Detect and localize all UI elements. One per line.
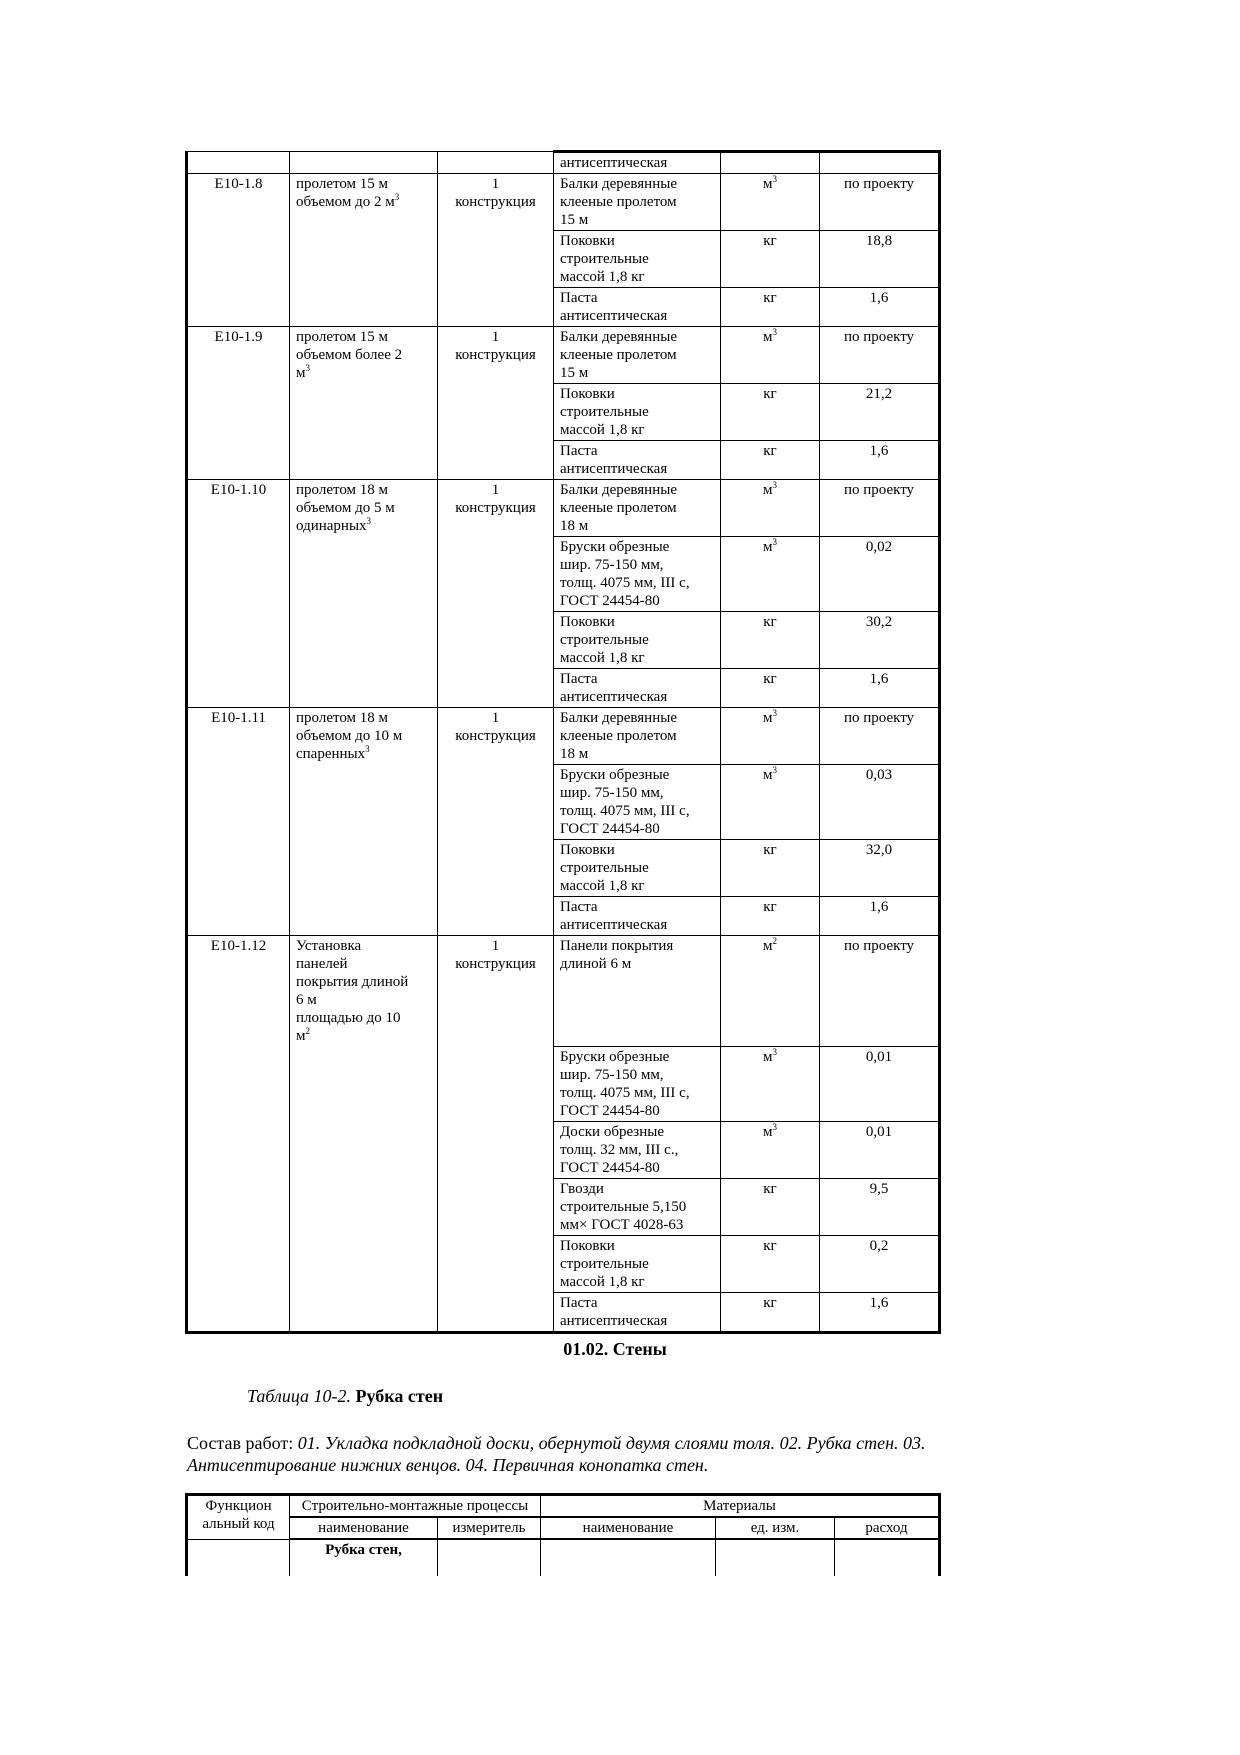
- material-rate: по проекту: [820, 327, 940, 384]
- work-composition-items: 01. Укладка подкладной доски, обернутой двумя слоями толя. 02. Рубка стен. 03. Антисептирование нижних венцов. 04. Первичная конопатка стен.: [187, 1433, 926, 1475]
- material-name: Балки деревянные клееные пролетом 15 м: [554, 174, 721, 231]
- material-unit: $м^3$: [721, 174, 820, 231]
- material-rate: 0,01: [820, 1121, 940, 1178]
- material-name: Поковки строительные массой 1,8 кг: [554, 1235, 721, 1292]
- norm-code: Е10-1.11: [187, 708, 290, 765]
- table-cell: [716, 1539, 835, 1576]
- norm-code: Е10-1.9: [187, 327, 290, 384]
- table-cell: [438, 441, 554, 480]
- table-10-2-header: [185, 1493, 941, 1576]
- table-cell: [438, 537, 554, 612]
- table-cell: [438, 765, 554, 840]
- table-cell: [438, 897, 554, 936]
- norm-code: Е10-1.12: [187, 936, 290, 1047]
- material-name: Паста антисептическая: [554, 288, 721, 327]
- table-cell: [438, 1235, 554, 1292]
- work-composition-label: Состав работ:: [187, 1433, 294, 1453]
- material-name: Бруски обрезные шир. 75-150 мм, толщ. 4075 мм, III с, ГОСТ 24454-80: [554, 537, 721, 612]
- table-row: [187, 288, 940, 327]
- header-material-unit: ед. изм.: [716, 1517, 835, 1539]
- table-cell: [438, 669, 554, 708]
- material-name: Балки деревянные клееные пролетом 18 м: [554, 480, 721, 537]
- material-unit: кг: [721, 288, 820, 327]
- table-cell: [438, 1178, 554, 1235]
- material-unit: $м^3$: [721, 537, 820, 612]
- table-row: [187, 1178, 940, 1235]
- table-cell: [187, 612, 290, 669]
- material-name: Паста антисептическая: [554, 669, 721, 708]
- table-row: [187, 537, 940, 612]
- table-row: [187, 897, 940, 936]
- table-row: [187, 840, 940, 897]
- norm-code: [187, 152, 290, 174]
- material-name: Паста антисептическая: [554, 441, 721, 480]
- table-row: [187, 612, 940, 669]
- material-unit: $м^3$: [721, 708, 820, 765]
- table-row: [187, 936, 940, 1047]
- material-unit: кг: [721, 1292, 820, 1332]
- material-name: Паста антисептическая: [554, 897, 721, 936]
- material-rate: 1,6: [820, 288, 940, 327]
- material-name: антисептическая: [554, 152, 721, 174]
- table-cell: [187, 288, 290, 327]
- table-row: [187, 152, 940, 174]
- table-cell: [187, 669, 290, 708]
- table-cell: [290, 1046, 438, 1121]
- table-cell: [290, 537, 438, 612]
- table-cell: [290, 441, 438, 480]
- material-unit: кг: [721, 441, 820, 480]
- norm-measure: 1 конструкция: [438, 327, 554, 384]
- section-title: 01.02. Стены: [563, 1339, 667, 1359]
- table-row: [187, 441, 940, 480]
- table-cell: [438, 1121, 554, 1178]
- norm-measure: 1 конструкция: [438, 936, 554, 1047]
- material-rate: [820, 152, 940, 174]
- table-cell: [438, 384, 554, 441]
- material-unit: кг: [721, 231, 820, 288]
- table-cell: [187, 441, 290, 480]
- material-name: Поковки строительные массой 1,8 кг: [554, 231, 721, 288]
- material-rate: по проекту: [820, 480, 940, 537]
- table-cell: [290, 612, 438, 669]
- material-rate: 21,2: [820, 384, 940, 441]
- norm-measure: 1 конструкция: [438, 708, 554, 765]
- material-rate: 1,6: [820, 1292, 940, 1332]
- norm-code: Е10-1.8: [187, 174, 290, 231]
- table-cell: [835, 1539, 940, 1576]
- table-cell: [438, 840, 554, 897]
- table-cell: [187, 1235, 290, 1292]
- material-rate: 1,6: [820, 897, 940, 936]
- material-unit: $м^3$: [721, 327, 820, 384]
- material-rate: 32,0: [820, 840, 940, 897]
- table-caption-title: Рубка стен: [355, 1386, 444, 1406]
- table-cell: [438, 288, 554, 327]
- table-cell: [290, 840, 438, 897]
- header-materials: Материалы: [541, 1495, 940, 1518]
- table-caption-number: Таблица 10-2.: [247, 1386, 352, 1406]
- norm-process-name: пролетом 18 м объемом до 10 м спаренных$^3$: [290, 708, 438, 765]
- table-cell: [290, 288, 438, 327]
- header-material-rate: расход: [835, 1517, 940, 1539]
- material-name: Поковки строительные массой 1,8 кг: [554, 384, 721, 441]
- material-unit: кг: [721, 384, 820, 441]
- table-cell: [290, 384, 438, 441]
- table-cell: [290, 897, 438, 936]
- table-cell: [187, 1121, 290, 1178]
- table-cell: [187, 1046, 290, 1121]
- material-rate: 0,03: [820, 765, 940, 840]
- material-name: Гвозди строительные 5,150 мм× ГОСТ 4028-63: [554, 1178, 721, 1235]
- norm-process-name: пролетом 15 м объемом более 2 $м^3$: [290, 327, 438, 384]
- material-unit: кг: [721, 840, 820, 897]
- table-cell: [438, 612, 554, 669]
- material-rate: 0,2: [820, 1235, 940, 1292]
- norm-process-name: пролетом 15 м объемом до 2 $м^3$: [290, 174, 438, 231]
- table-row: [187, 384, 940, 441]
- table-cell: [438, 231, 554, 288]
- material-unit: $м^2$: [721, 936, 820, 1047]
- table-cell: [187, 537, 290, 612]
- table-cell: [290, 1121, 438, 1178]
- material-rate: 30,2: [820, 612, 940, 669]
- table-cell: [541, 1539, 716, 1576]
- table-row: [187, 327, 940, 384]
- table-cell: [438, 1539, 541, 1576]
- header-func-code: Функцион альный код: [187, 1495, 290, 1540]
- table-cell: [187, 1178, 290, 1235]
- material-unit: [721, 152, 820, 174]
- table-cell: [290, 231, 438, 288]
- material-rate: по проекту: [820, 708, 940, 765]
- header-processes: Строительно-монтажные процессы: [290, 1495, 541, 1518]
- table-row: [187, 765, 940, 840]
- table-row: [187, 174, 940, 231]
- norm-code: Е10-1.10: [187, 480, 290, 537]
- material-unit: кг: [721, 1178, 820, 1235]
- material-rate: 9,5: [820, 1178, 940, 1235]
- table-row: [187, 231, 940, 288]
- material-unit: $м^3$: [721, 1046, 820, 1121]
- table-row: [187, 669, 940, 708]
- table-cell: [187, 1539, 290, 1576]
- first-row-process-name: Рубка стен,: [290, 1539, 438, 1576]
- table-cell: [187, 765, 290, 840]
- material-rate: 0,02: [820, 537, 940, 612]
- material-rate: 1,6: [820, 669, 940, 708]
- material-name: Поковки строительные массой 1,8 кг: [554, 840, 721, 897]
- work-composition: [187, 1432, 1067, 1476]
- table-cell: [187, 1292, 290, 1332]
- material-unit: $м^3$: [721, 1121, 820, 1178]
- material-unit: кг: [721, 612, 820, 669]
- table-cell: [290, 669, 438, 708]
- material-unit: $м^3$: [721, 480, 820, 537]
- norm-measure: 1 конструкция: [438, 480, 554, 537]
- material-rate: 18,8: [820, 231, 940, 288]
- table-cell: [187, 384, 290, 441]
- norm-process-name: [290, 152, 438, 174]
- table-cell: [290, 1235, 438, 1292]
- material-rate: 0,01: [820, 1046, 940, 1121]
- table-cell: [290, 765, 438, 840]
- table-cell: [290, 1178, 438, 1235]
- table-cell: [290, 1292, 438, 1332]
- material-name: Бруски обрезные шир. 75-150 мм, толщ. 4075 мм, III с, ГОСТ 24454-80: [554, 765, 721, 840]
- table-row: [187, 1292, 940, 1332]
- table-row: [187, 480, 940, 537]
- header-process-name: наименование: [290, 1517, 438, 1539]
- material-name: Панели покрытия длиной 6 м: [554, 936, 721, 1047]
- material-name: Балки деревянные клееные пролетом 18 м: [554, 708, 721, 765]
- norm-process-name: пролетом 18 м объемом до 5 м одинарных$^3$: [290, 480, 438, 537]
- material-name: Поковки строительные массой 1,8 кг: [554, 612, 721, 669]
- material-rate: 1,6: [820, 441, 940, 480]
- norm-process-name: Установка панелей покрытия длиной 6 м площадью до 10 $м^2$: [290, 936, 438, 1047]
- material-name: Бруски обрезные шир. 75-150 мм, толщ. 4075 мм, III с, ГОСТ 24454-80: [554, 1046, 721, 1121]
- material-rate: по проекту: [820, 936, 940, 1047]
- norm-measure: 1 конструкция: [438, 174, 554, 231]
- header-process-measure: измеритель: [438, 1517, 541, 1539]
- material-unit: $м^3$: [721, 765, 820, 840]
- table-cell: [438, 1046, 554, 1121]
- table-row: [187, 1121, 940, 1178]
- material-rate: по проекту: [820, 174, 940, 231]
- table-caption: [247, 1386, 443, 1407]
- material-name: Доски обрезные толщ. 32 мм, III с., ГОСТ 24454-80: [554, 1121, 721, 1178]
- material-unit: кг: [721, 1235, 820, 1292]
- table-row: [187, 708, 940, 765]
- table-cell: [187, 840, 290, 897]
- norms-table: [185, 150, 941, 1334]
- table-cell: [438, 1292, 554, 1332]
- header-material-name: наименование: [541, 1517, 716, 1539]
- material-unit: кг: [721, 897, 820, 936]
- material-name: Балки деревянные клееные пролетом 15 м: [554, 327, 721, 384]
- table-cell: [187, 897, 290, 936]
- table-row: [187, 1046, 940, 1121]
- material-name: Паста антисептическая: [554, 1292, 721, 1332]
- material-unit: кг: [721, 669, 820, 708]
- table-row: [187, 1235, 940, 1292]
- norm-measure: [438, 152, 554, 174]
- table-cell: [187, 231, 290, 288]
